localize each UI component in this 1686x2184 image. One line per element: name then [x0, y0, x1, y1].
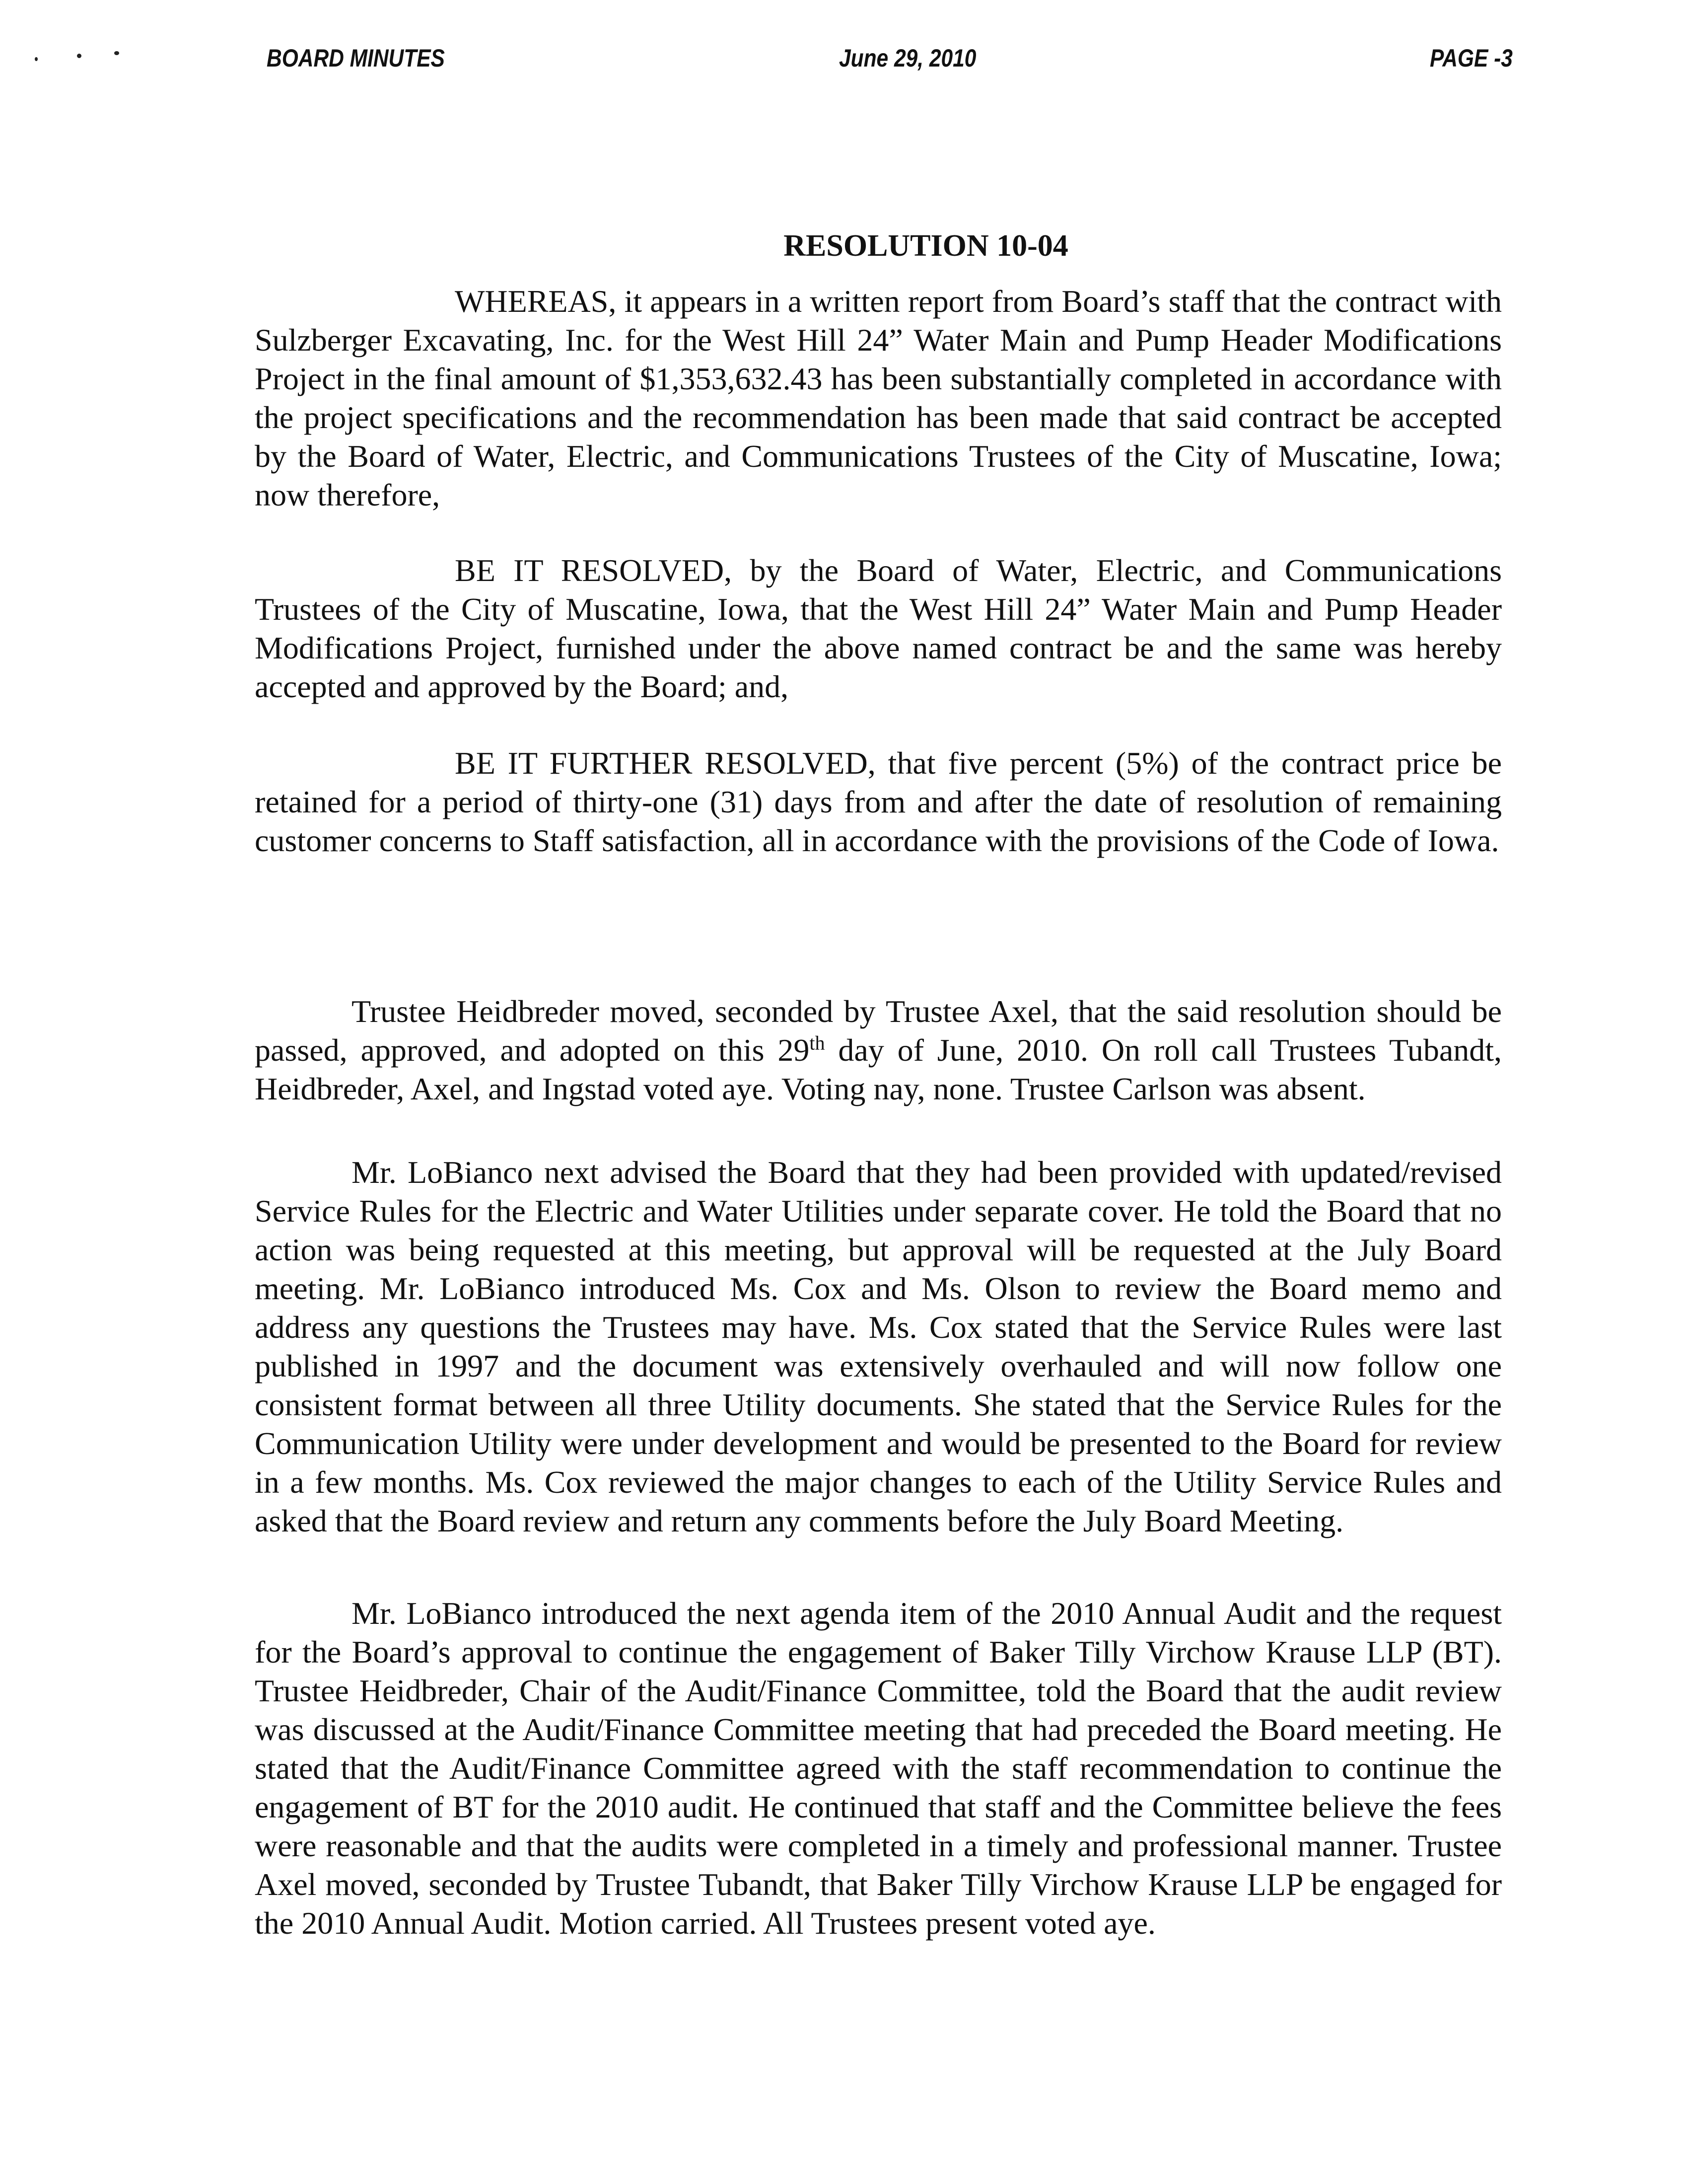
service-rules-paragraph: Mr. LoBianco next advised the Board that they had been provided with updated/revised Service Rules for the Electric and Water Utilities under separate cover. He told the Board that no action was being requested at this meeting, but approval will be requested at the July Board meeting. Mr. LoBianco introduced Ms. Cox and Ms. Olson to review the Board memo and address any questions the Trustees may have. Ms. Cox stated that the Service Rules were last published in 1997 and the document was extensively overhauled and will now follow one consistent format between all three Utility documents. She stated that the Service Rules for the Communication Utility were under development and would be presented to the Board for review in a few months. Ms. Cox reviewed the major changes to each of the Utility Service Rules and asked that the Board review and return any comments before the July Board Meeting.: [255, 1155, 1502, 1538]
vote-text: Trustee Heidbreder moved, seconded by Trustee Axel, that the said resolution should be passed, approved, and adopted on this 29: [255, 994, 1502, 1068]
further-resolved-paragraph: BE IT FURTHER RESOLVED, that five percent (5%) of the contract price be retained for a period of thirty-one (31) days from and after the date of resolution of remaining customer concerns to Staff satisfaction, all in accordance with the provisions of the Code of Iowa.: [255, 745, 1502, 858]
vote-paragraph: [255, 992, 1502, 1108]
resolved-paragraph: BE IT RESOLVED, by the Board of Water, Electric, and Communications Trustees of the City of Muscatine, Iowa, that the West Hill 24” Water Main and Pump Header Modifications Project, furnished under the above named contract be and the same was hereby accepted and approved by the Board; and,: [255, 553, 1502, 704]
header-date: June 29, 2010: [839, 44, 977, 72]
scan-speck: [77, 54, 81, 58]
header-title: BOARD MINUTES: [267, 44, 445, 72]
header-page: PAGE -3: [1430, 44, 1513, 72]
scan-speck: [35, 57, 38, 61]
scan-speck: [114, 51, 119, 55]
whereas-paragraph: WHEREAS, it appears in a written report from Board’s staff that the contract with Sulzberger Excavating, Inc. for the West Hill 24” Water Main and Pump Header Modifications Project in the final amount of $1,353,632.43 has been substantially completed in accordance with the project specifications and the recommendation has been made that said contract be accepted by the Board of Water, Electric, and Communications Trustees of the City of Muscatine, Iowa; now therefore,: [255, 284, 1502, 512]
resolution-title: RESOLUTION 10-04: [783, 229, 1068, 263]
audit-paragraph: Mr. LoBianco introduced the next agenda item of the 2010 Annual Audit and the request for the Board’s approval to continue the engagement of Baker Tilly Virchow Krause LLP (BT). Trustee Heidbreder, Chair of the Audit/Finance Committee, told the Board that the audit review was discussed at the Audit/Finance Committee meeting that had preceded the Board meeting. He stated that the Audit/Finance Committee agreed with the staff recommendation to continue the engagement of BT for the 2010 audit. He continued that staff and the Committee believe the fees were reasonable and that the audits were completed in a timely and professional manner. Trustee Axel moved, seconded by Trustee Tubandt, that Baker Tilly Virchow Krause LLP be engaged for the 2010 Annual Audit. Motion carried. All Trustees present voted aye.: [255, 1596, 1502, 1941]
ordinal-suffix: th: [809, 1031, 825, 1054]
vote-text-rest: day of June, 2010. On roll call Trustees Tubandt, Heidbreder, Axel, and Ingstad voted aye. Voting nay, none. Trustee Carlson was absent.: [255, 1032, 1502, 1106]
